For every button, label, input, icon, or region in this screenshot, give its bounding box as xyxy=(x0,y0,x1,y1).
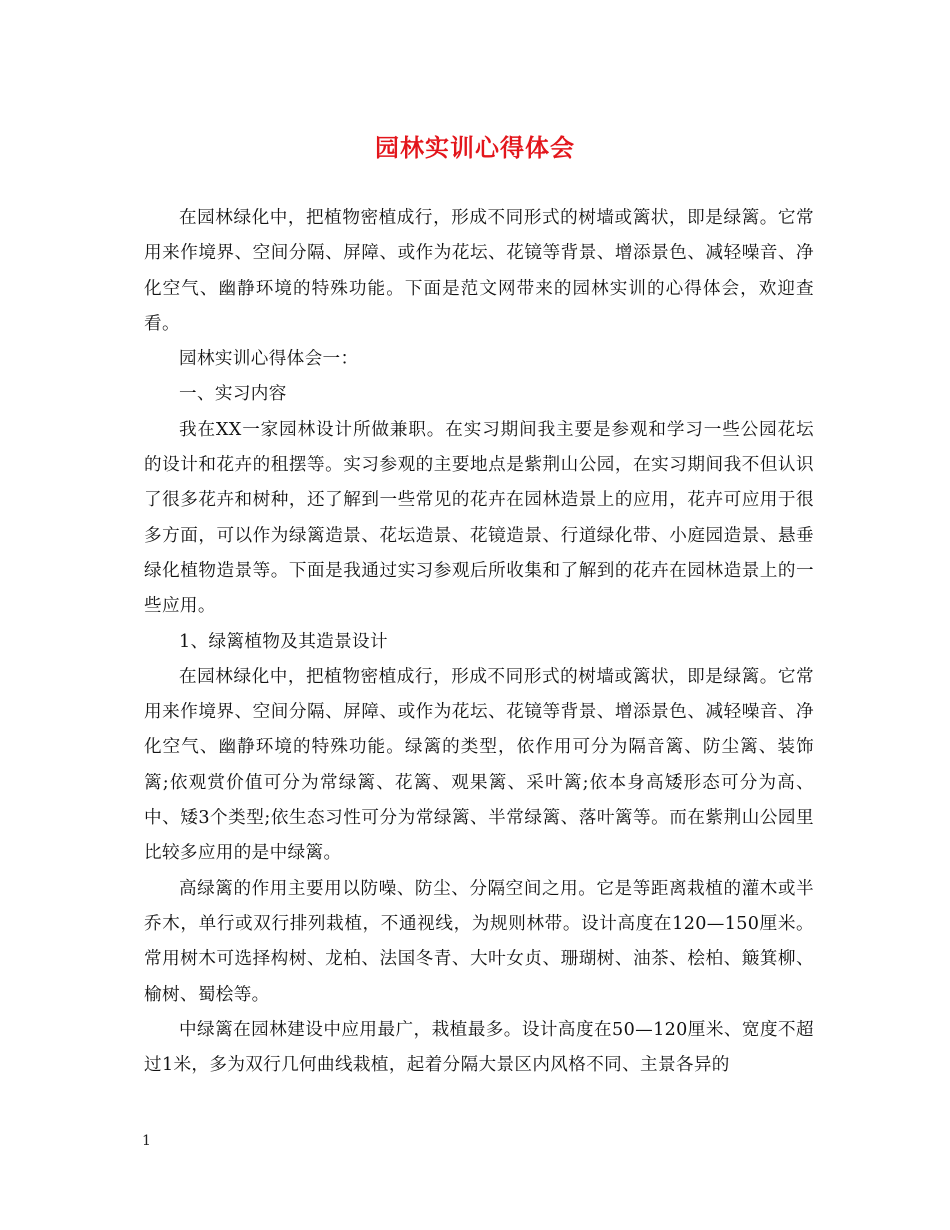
paragraph-section-heading: 园林实训心得体会一： xyxy=(179,349,359,370)
paragraph-intro: 在园林绿化中，把植物密植成行，形成不同形式的树墙或篱状，即是绿篱。它常用来作境界、空间分隔、屏障、或作为花坛、花镜等背景、增添景色、减轻噪音、净化空气、幽静环境的特殊功能。下面是范文网带来的园林实训的心得体会，欢迎查看。 xyxy=(144,208,814,334)
document-title: 园林实训心得体会 xyxy=(375,133,575,162)
paragraph-high-hedge: 高绿篱的作用主要用以防噪、防尘、分隔空间之用。它是等距离栽植的灌木或半乔木，单行或双行排列栽植，不通视线，为规则林带。设计高度在120—150厘米。常用树木可选择构树、龙柏、法国冬青、大叶女贞、珊瑚树、油茶、桧柏、簸箕柳、榆树、蜀桧等。 xyxy=(144,878,814,1005)
paragraph-hedge-description: 在园林绿化中，把植物密植成行，形成不同形式的树墙或篱状，即是绿篱。它常用来作境界、空间分隔、屏障、或作为花坛、花镜等背景、增添景色、减轻噪音、净化空气、幽静环境的特殊功能。绿篱的类型，依作用可分为隔音篱、防尘篱、装饰篱;依观赏价值可分为常绿篱、花篱、观果篱、采叶篱;依本身高矮形态可分为高、中、矮3个类型;依生态习性可分为常绿篱、半常绿篱、落叶篱等。而在紫荆山公园里比较多应用的是中绿篱。 xyxy=(144,666,814,864)
paragraph-medium-hedge: 中绿篱在园林建设中应用最广，栽植最多。设计高度在50—120厘米、宽度不超过1米，多为双行几何曲线栽植，起着分隔大景区内风格不同、主景各异的 xyxy=(144,1019,814,1076)
paragraph-subheading-content: 一、实习内容 xyxy=(179,384,287,405)
page-number: 1 xyxy=(142,1133,151,1149)
paragraph-internship: 我在XX一家园林设计所做兼职。在实习期间我主要是参观和学习一些公园花坛的设计和花卉的租摆等。实习参观的主要地点是紫荆山公园，在实习期间我不但认识了很多花卉和树种，还了解到一些常见的花卉在园林造景上的应用，花卉可应用于很多方面，可以作为绿篱造景、花坛造景、花镜造景、行道绿化带、小庭园造景、悬垂绿化植物造景等。下面是我通过实习参观后所收集和了解到的花卉在园林造景上的一些应用。 xyxy=(144,419,814,617)
document-body xyxy=(144,201,814,1083)
paragraph-hedge-heading: 1、绿篱植物及其造景设计 xyxy=(179,631,388,652)
